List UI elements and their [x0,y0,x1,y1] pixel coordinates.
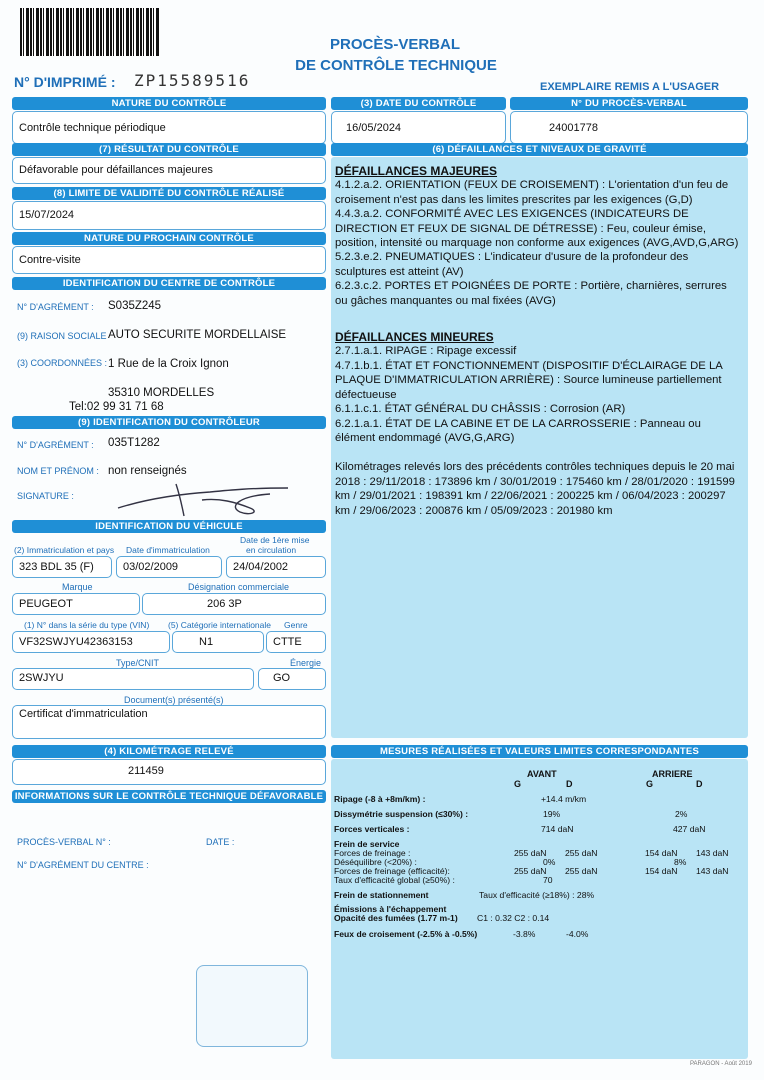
nature-value: Contrôle technique périodique [19,122,166,134]
controleur-agrement-label: N° D'AGRÉMENT : [17,440,94,450]
raison-sociale-label: (9) RAISON SOCIALE [17,331,107,341]
pv-field [510,111,748,144]
taux-global-value: 70 [543,875,553,885]
prochain-header: NATURE DU PROCHAIN CONTRÔLE [12,232,326,245]
ripage-label: Ripage (-8 à +8m/km) : [334,794,426,804]
pv-header: N° DU PROCÈS-VERBAL [510,97,748,110]
title-line-2: DE CONTRÔLE TECHNIQUE [295,57,497,74]
frein-stationnement-value: Taux d'efficacité (≥18%) : 28% [479,890,595,900]
resultat-value: Défavorable pour défaillances majeures [19,164,213,176]
avant-g-label: G [514,779,522,789]
document-value: Certificat d'immatriculation [19,708,148,720]
defect-mineure-2: 4.7.1.b.1. ÉTAT ET FONCTIONNEMENT (DISPOSITIF D'ÉCLAIRAGE DE LA PLAQUE D'IMMATRICULATION ARRIÈRE) : Source lumineuse partiellement défectueuse [335,359,723,401]
document-field [12,705,326,739]
date-mise-field [226,556,326,578]
dissymetrie-arriere: 2% [675,809,688,819]
controleur-header: (9) IDENTIFICATION DU CONTRÔLEUR [12,416,326,429]
centre-agrement-label: N° D'AGRÉMENT : [17,302,94,312]
address-line-1: 1 Rue de la Croix Ignon [108,358,229,370]
immat-label: (2) Immatriculation et pays [14,545,115,555]
prochain-field [12,246,326,274]
majeures-title: DÉFAILLANCES MAJEURES [335,164,498,178]
controleur-agrement-value: 035T1282 [108,437,160,449]
opacite-value: C1 : 0.32 C2 : 0.14 [477,913,550,923]
kilometrage-value: 211459 [128,765,164,777]
type-value: 2SWJYU [19,672,64,684]
designation-field [142,593,326,615]
genre-label: Genre [284,620,308,630]
genre-value: CTTE [273,636,302,648]
date-immat-value: 03/02/2009 [123,561,179,573]
defaillances-panel [331,157,748,738]
prochain-value: Contre-visite [19,254,81,266]
limite-field [12,201,326,230]
ff-avant-g: 255 daN [514,848,547,858]
type-field [12,668,254,690]
limite-header: (8) LIMITE DE VALIDITÉ DU CONTRÔLE RÉALISÉ [12,187,326,200]
vin-value: VF32SWJYU42363153 [19,636,133,648]
energie-field [258,668,326,690]
defect-mineure-4: 6.2.1.a.1. ÉTAT DE LA CABINE ET DE LA CARROSSERIE : Panneau ou élément endommagé (AVG,G,ARG) [335,417,701,444]
signature-label: SIGNATURE : [17,491,74,501]
imprime-label: N° D'IMPRIMÉ : [14,74,116,90]
feux-croisement-label: Feux de croisement (-2.5% à -0.5%) [334,929,478,939]
address-line-2: 35310 MORDELLES [108,387,215,399]
centre-header: IDENTIFICATION DU CENTRE DE CONTRÔLE [12,277,326,290]
pv-value: 24001778 [549,122,598,134]
info-pv-label: PROCÈS-VERBAL N° : [17,837,111,847]
ff-efficacite-label: Forces de freinage (efficacité): [334,866,450,876]
info-date-label: DATE : [206,837,235,847]
avant-label: AVANT [527,769,557,779]
raison-sociale-value: AUTO SECURITE MORDELLAISE [108,329,287,341]
forces-verticales-avant: 714 daN [541,824,574,834]
footer-label: PARAGON - Août 2019 [690,1061,752,1067]
ffe-avant-g: 255 daN [514,866,547,876]
dissymetrie-label: Dissymétrie suspension (≤30%) : [334,809,469,819]
nature-header: NATURE DU CONTRÔLE [12,97,326,110]
date-header: (3) DATE DU CONTRÔLE [331,97,506,110]
ff-arriere-d: 143 daN [696,848,729,858]
opacite-label: Opacité des fumées (1.77 m-1) [334,913,458,923]
centre-agrement-value: S035Z245 [108,300,162,312]
marque-label: Marque [62,582,93,592]
dissymetrie-avant: 19% [543,809,561,819]
vin-label: (1) N° dans la série du type (VIN) [24,620,150,630]
arriere-d-label: D [696,779,703,789]
info-agrement-label: N° D'AGRÉMENT DU CENTRE : [17,860,149,870]
exemplaire-label: EXEMPLAIRE REMIS A L'USAGER [540,81,720,93]
desequilibre-arriere: 8% [674,857,687,867]
emissions-label: Émissions à l'échappement [334,904,447,914]
defaillances-header: (6) DÉFAILLANCES ET NIVEAUX DE GRAVITÉ [331,143,748,156]
date-immat-label: Date d'immatriculation [126,545,210,555]
categorie-field [172,631,264,653]
genre-field [266,631,326,653]
arriere-label: ARRIERE [652,769,693,779]
ff-avant-d: 255 daN [565,848,598,858]
ffe-avant-d: 255 daN [565,866,598,876]
ffe-arriere-d: 143 daN [696,866,729,876]
categorie-value: N1 [199,636,214,648]
defect-mineure-1: 2.7.1.a.1. RIPAGE : Ripage excessif [335,345,517,358]
categorie-label: (5) Catégorie internationale [168,620,272,630]
centre-telephone: Tel:02 99 31 71 68 [69,401,164,413]
feux-croisement-g: -3.8% [513,929,536,939]
defect-majeure-2: 4.4.3.a.2. CONFORMITÉ AVEC LES EXIGENCES (INDICATEURS DE DIRECTION ET FEUX DE SIGNAL DE DÉTRESSE) : Feu, couleur émise, position, intensité ou marquage non conforme aux exigences (AVG,AVD,G,ARG) [335,208,739,250]
date-value: 16/05/2024 [346,122,402,134]
desequilibre-avant: 0% [543,857,556,867]
vehicule-header: IDENTIFICATION DU VÉHICULE [12,520,326,533]
resultat-header: (7) RÉSULTAT DU CONTRÔLE [12,143,326,156]
forces-freinage-label: Forces de freinage : [334,848,411,858]
marque-value: PEUGEOT [19,598,73,610]
resultat-field [12,157,326,184]
energie-value: GO [273,672,291,684]
coordonnees-label: (3) COORDONNÉES : [17,358,108,368]
marque-field [12,593,140,615]
mineures-title: DÉFAILLANCES MINEURES [335,330,494,345]
nom-prenom-label: NOM ET PRÉNOM : [17,466,99,476]
signature-scribble [110,478,300,520]
forces-verticales-label: Forces verticales : [334,824,410,834]
kilometrage-field [12,759,326,785]
defect-mineure-3: 6.1.1.c.1. ÉTAT GÉNÉRAL DU CHÂSSIS : Corrosion (AR) [335,403,626,416]
date-field [331,111,506,144]
nature-field [12,111,326,144]
immat-value: 323 BDL 35 (F) [19,561,94,573]
energie-label: Énergie [290,658,322,668]
designation-value: 206 3P [207,598,242,610]
immat-field [12,556,112,578]
ripage-value: +14.4 m/km [541,794,587,804]
ff-arriere-g: 154 daN [645,848,678,858]
designation-label: Désignation commerciale [188,582,290,592]
type-label: Type/CNIT [116,658,160,668]
defect-majeure-4: 6.2.3.c.2. PORTES ET POIGNÉES DE PORTE : Portière, charnières, serrures ou gâches manquantes ou mal fixées (AVG) [335,280,727,307]
avant-d-label: D [566,779,573,789]
arriere-g-label: G [646,779,654,789]
vin-field [12,631,170,653]
imprime-value: ZP15589516 [134,71,251,90]
date-immat-field [116,556,222,578]
limite-value: 15/07/2024 [19,209,75,221]
info-defavorable-header: INFORMATIONS SUR LE CONTRÔLE TECHNIQUE DÉFAVORABLE [12,790,326,803]
title-line-1: PROCÈS-VERBAL [329,36,460,53]
defaillances-content [335,164,742,518]
desequilibre-label: Déséquilibre (<20%) : [334,857,417,867]
barcode [20,8,160,56]
date-mise-value: 24/04/2002 [233,561,289,573]
document-label: Document(s) présenté(s) [124,695,224,705]
frein-service-label: Frein de service [334,839,400,849]
feux-croisement-d: -4.0% [566,929,589,939]
taux-global-label: Taux d'efficacité global (≥50%) : [334,875,455,885]
defect-majeure-3: 5.2.3.e.2. PNEUMATIQUES : L'indicateur d'usure de la profondeur des sculptures est atteint (AV) [335,251,689,278]
date-mise-label-2: en circulation [246,545,297,555]
kilometrage-header: (4) KILOMÉTRAGE RELEVÉ [12,745,326,758]
mesures-header: MESURES RÉALISÉES ET VALEURS LIMITES CORRESPONDANTES [331,745,748,758]
kilometrages-history: Kilométrages relevés lors des précédents contrôles techniques depuis le 20 mai 2018 : 29/11/2018 : 173896 km / 30/01/2019 : 175460 km / 28/01/2020 : 191599 km / 29/01/2021 : 198391 km / 22/06/2021 : 200225 km / 06/04/2023 : 200297 km / 29/06/2023 : 200876 km / 05/09/2023 : 201980 km [335,461,735,517]
defect-majeure-1: 4.1.2.a.2. ORIENTATION (FEUX DE CROISEMENT) : L'orientation d'un feu de croisement n'est pas dans les limites prescrites par les exigences (G,D) [335,179,729,206]
date-mise-label-1: Date de 1ère mise [240,535,310,545]
nom-prenom-value: non renseignés [108,465,187,477]
ffe-arriere-g: 154 daN [645,866,678,876]
forces-verticales-arriere: 427 daN [673,824,706,834]
frein-stationnement-label: Frein de stationnement [334,890,429,900]
stamp-box [196,965,308,1047]
